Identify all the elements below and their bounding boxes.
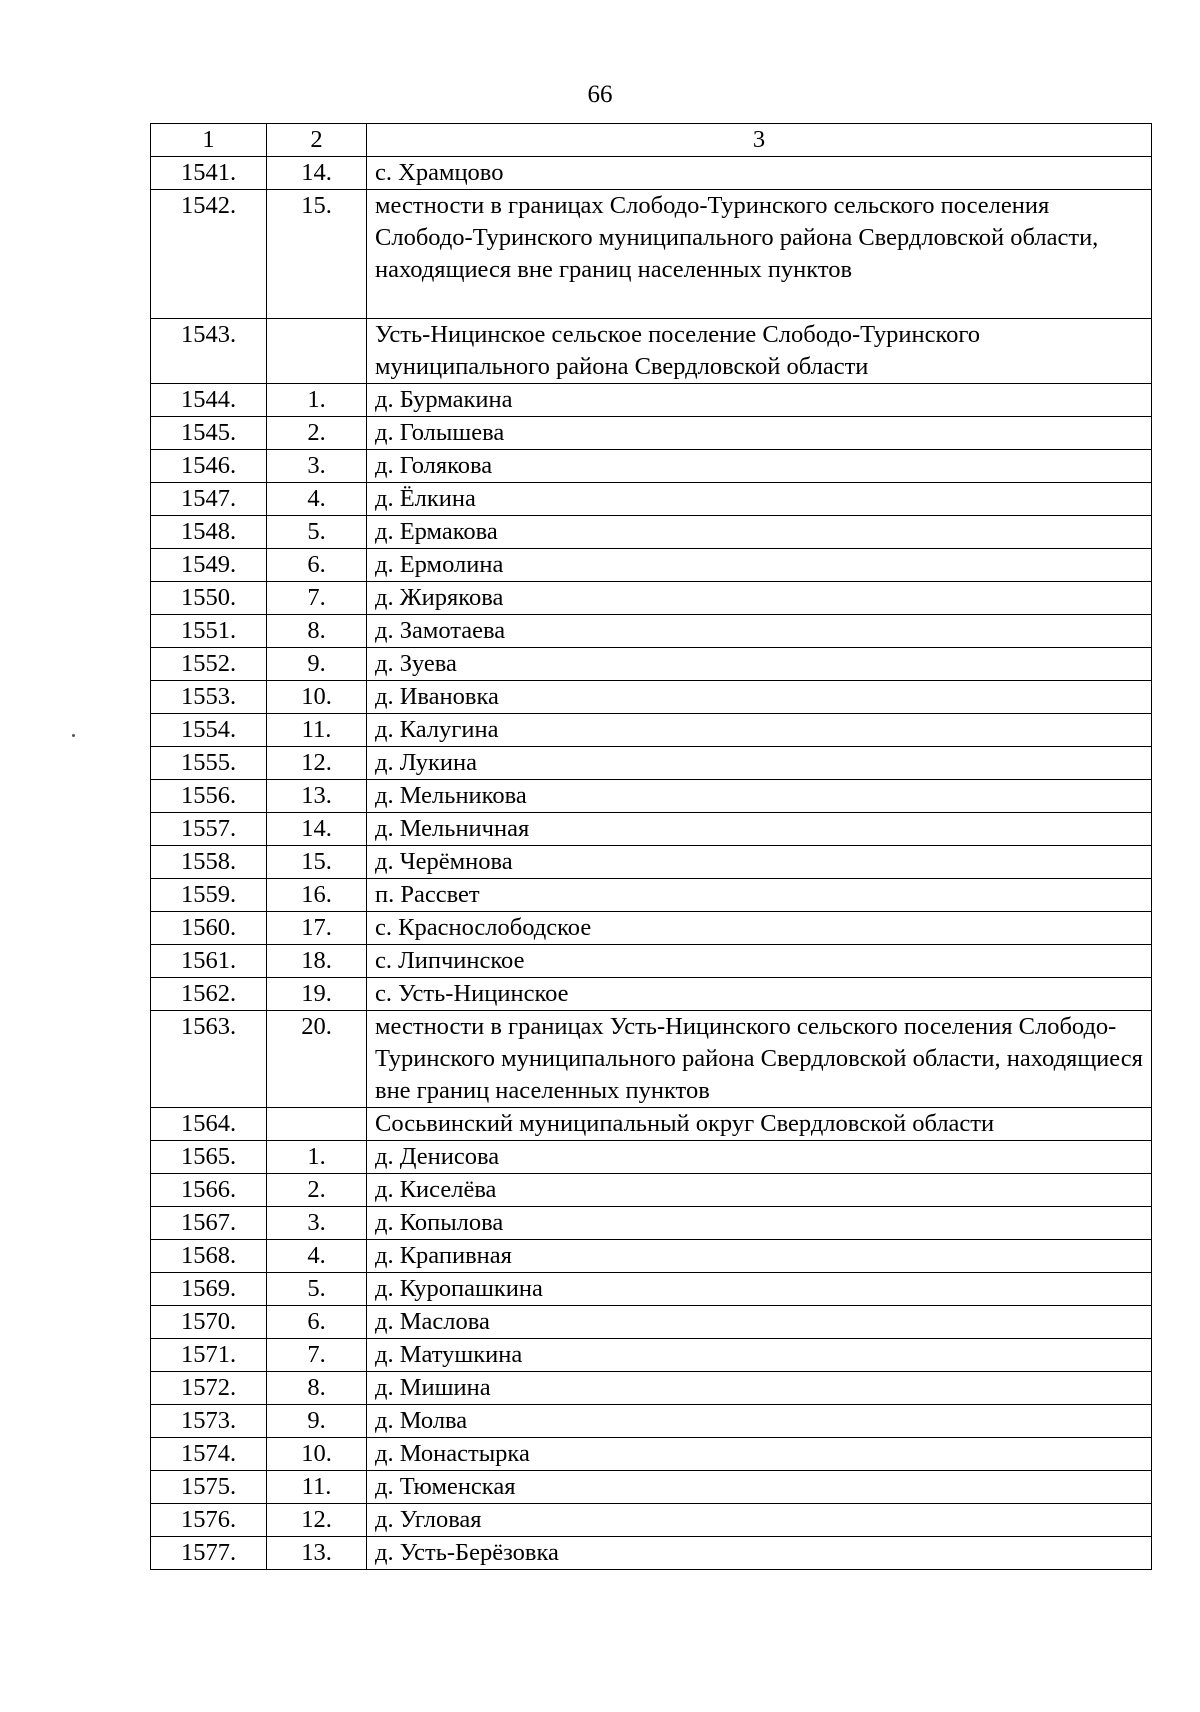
row-number: 1577. xyxy=(151,1537,267,1570)
table-row xyxy=(151,648,1152,681)
row-settlement-name: Усть-Ницинское сельское поселение Слободо-Туринского муниципального района Свердловской области xyxy=(367,319,1152,384)
row-sub-number: 12. xyxy=(267,747,367,780)
row-number: 1564. xyxy=(151,1108,267,1141)
row-sub-number: 16. xyxy=(267,879,367,912)
row-sub-number: 8. xyxy=(267,615,367,648)
row-sub-number: 5. xyxy=(267,1273,367,1306)
row-settlement-name: д. Мельникова xyxy=(367,780,1152,813)
row-number: 1547. xyxy=(151,483,267,516)
table-row xyxy=(151,879,1152,912)
table-row xyxy=(151,780,1152,813)
row-settlement-name: д. Ермакова xyxy=(367,516,1152,549)
row-settlement-name: д. Матушкина xyxy=(367,1339,1152,1372)
table-row xyxy=(151,714,1152,747)
row-sub-number: 8. xyxy=(267,1372,367,1405)
row-settlement-name: местности в границах Слободо-Туринского сельского поселения Слободо-Туринского муниципального района Свердловской области, находящиеся вне границ населенных пунктов xyxy=(367,190,1152,319)
row-settlement-name: д. Калугина xyxy=(367,714,1152,747)
row-sub-number: 3. xyxy=(267,450,367,483)
row-number: 1565. xyxy=(151,1141,267,1174)
row-sub-number: 15. xyxy=(267,190,367,319)
row-sub-number: 5. xyxy=(267,516,367,549)
table-row xyxy=(151,813,1152,846)
row-sub-number xyxy=(267,1108,367,1141)
header-col-1: 1 xyxy=(151,124,267,157)
row-settlement-name: д. Бурмакина xyxy=(367,384,1152,417)
table-row xyxy=(151,681,1152,714)
row-settlement-name: д. Ёлкина xyxy=(367,483,1152,516)
row-sub-number: 10. xyxy=(267,681,367,714)
table-header-row xyxy=(151,124,1152,157)
row-settlement-name: д. Тюменская xyxy=(367,1471,1152,1504)
table-row xyxy=(151,1372,1152,1405)
scan-speck xyxy=(72,734,75,737)
row-sub-number: 19. xyxy=(267,978,367,1011)
row-number: 1563. xyxy=(151,1011,267,1108)
row-sub-number: 12. xyxy=(267,1504,367,1537)
row-sub-number xyxy=(267,319,367,384)
row-sub-number: 17. xyxy=(267,912,367,945)
row-settlement-name: д. Голышева xyxy=(367,417,1152,450)
table-row xyxy=(151,1306,1152,1339)
row-sub-number: 4. xyxy=(267,1240,367,1273)
row-number: 1555. xyxy=(151,747,267,780)
row-number: 1553. xyxy=(151,681,267,714)
row-sub-number: 18. xyxy=(267,945,367,978)
table-row xyxy=(151,1011,1152,1108)
row-settlement-name: д. Молва xyxy=(367,1405,1152,1438)
row-settlement-name: д. Маслова xyxy=(367,1306,1152,1339)
row-number: 1560. xyxy=(151,912,267,945)
row-number: 1576. xyxy=(151,1504,267,1537)
table-row xyxy=(151,319,1152,384)
row-settlement-name: д. Киселёва xyxy=(367,1174,1152,1207)
table-row xyxy=(151,516,1152,549)
table-row xyxy=(151,483,1152,516)
row-sub-number: 4. xyxy=(267,483,367,516)
row-settlement-name: д. Куропашкина xyxy=(367,1273,1152,1306)
table-row xyxy=(151,157,1152,190)
row-number: 1562. xyxy=(151,978,267,1011)
row-number: 1551. xyxy=(151,615,267,648)
table-row xyxy=(151,978,1152,1011)
row-settlement-name: с. Липчинское xyxy=(367,945,1152,978)
table-row xyxy=(151,417,1152,450)
row-settlement-name: с. Усть-Ницинское xyxy=(367,978,1152,1011)
table-row xyxy=(151,615,1152,648)
row-settlement-name: д. Копылова xyxy=(367,1207,1152,1240)
row-sub-number: 1. xyxy=(267,384,367,417)
row-settlement-name: местности в границах Усть-Ницинского сельского поселения Слободо-Туринского муниципального района Свердловской области, находящиеся вне границ населенных пунктов xyxy=(367,1011,1152,1108)
row-number: 1568. xyxy=(151,1240,267,1273)
row-number: 1548. xyxy=(151,516,267,549)
table-row xyxy=(151,846,1152,879)
row-sub-number: 13. xyxy=(267,1537,367,1570)
table-row xyxy=(151,747,1152,780)
row-settlement-name: д. Усть-Берёзовка xyxy=(367,1537,1152,1570)
table-row xyxy=(151,1438,1152,1471)
row-sub-number: 11. xyxy=(267,1471,367,1504)
row-sub-number: 11. xyxy=(267,714,367,747)
header-col-2: 2 xyxy=(267,124,367,157)
page-number: 66 xyxy=(587,81,613,108)
row-number: 1557. xyxy=(151,813,267,846)
row-settlement-name: д. Монастырка xyxy=(367,1438,1152,1471)
row-number: 1549. xyxy=(151,549,267,582)
row-settlement-name: д. Замотаева xyxy=(367,615,1152,648)
table-row xyxy=(151,1504,1152,1537)
row-number: 1544. xyxy=(151,384,267,417)
row-settlement-name: с. Краснослободское xyxy=(367,912,1152,945)
row-number: 1571. xyxy=(151,1339,267,1372)
row-number: 1572. xyxy=(151,1372,267,1405)
table-row xyxy=(151,190,1152,319)
row-sub-number: 2. xyxy=(267,417,367,450)
settlements-table xyxy=(150,123,1152,1570)
row-number: 1552. xyxy=(151,648,267,681)
table-row xyxy=(151,1207,1152,1240)
row-settlement-name: п. Рассвет xyxy=(367,879,1152,912)
table-row xyxy=(151,1537,1152,1570)
row-settlement-name: с. Храмцово xyxy=(367,157,1152,190)
header-col-3: 3 xyxy=(367,124,1152,157)
row-settlement-name: д. Жирякова xyxy=(367,582,1152,615)
row-settlement-name: д. Ермолина xyxy=(367,549,1152,582)
row-number: 1541. xyxy=(151,157,267,190)
table-row xyxy=(151,384,1152,417)
row-sub-number: 14. xyxy=(267,813,367,846)
table-row xyxy=(151,1471,1152,1504)
row-sub-number: 9. xyxy=(267,648,367,681)
row-settlement-name: д. Лукина xyxy=(367,747,1152,780)
table-body xyxy=(151,157,1152,1570)
row-sub-number: 10. xyxy=(267,1438,367,1471)
row-settlement-name: Сосьвинский муниципальный округ Свердловской области xyxy=(367,1108,1152,1141)
row-sub-number: 13. xyxy=(267,780,367,813)
table-row xyxy=(151,1339,1152,1372)
row-number: 1543. xyxy=(151,319,267,384)
row-sub-number: 6. xyxy=(267,549,367,582)
row-number: 1575. xyxy=(151,1471,267,1504)
row-settlement-name: д. Мельничная xyxy=(367,813,1152,846)
row-settlement-name: д. Угловая xyxy=(367,1504,1152,1537)
row-number: 1561. xyxy=(151,945,267,978)
row-sub-number: 9. xyxy=(267,1405,367,1438)
row-sub-number: 2. xyxy=(267,1174,367,1207)
row-number: 1556. xyxy=(151,780,267,813)
row-settlement-name: д. Ивановка xyxy=(367,681,1152,714)
row-sub-number: 6. xyxy=(267,1306,367,1339)
table-row xyxy=(151,945,1152,978)
row-sub-number: 3. xyxy=(267,1207,367,1240)
row-number: 1570. xyxy=(151,1306,267,1339)
row-number: 1574. xyxy=(151,1438,267,1471)
row-number: 1566. xyxy=(151,1174,267,1207)
row-number: 1558. xyxy=(151,846,267,879)
row-sub-number: 15. xyxy=(267,846,367,879)
table-row xyxy=(151,1273,1152,1306)
row-settlement-name: д. Денисова xyxy=(367,1141,1152,1174)
row-number: 1545. xyxy=(151,417,267,450)
row-number: 1567. xyxy=(151,1207,267,1240)
table-row xyxy=(151,549,1152,582)
row-sub-number: 7. xyxy=(267,1339,367,1372)
table-row xyxy=(151,1141,1152,1174)
row-settlement-name: д. Голякова xyxy=(367,450,1152,483)
table-row xyxy=(151,912,1152,945)
row-number: 1542. xyxy=(151,190,267,319)
table-row xyxy=(151,1405,1152,1438)
row-number: 1554. xyxy=(151,714,267,747)
row-settlement-name: д. Черёмнова xyxy=(367,846,1152,879)
row-number: 1550. xyxy=(151,582,267,615)
row-number: 1569. xyxy=(151,1273,267,1306)
table-row xyxy=(151,582,1152,615)
table-row xyxy=(151,1108,1152,1141)
row-settlement-name: д. Крапивная xyxy=(367,1240,1152,1273)
row-sub-number: 7. xyxy=(267,582,367,615)
row-sub-number: 1. xyxy=(267,1141,367,1174)
row-number: 1559. xyxy=(151,879,267,912)
row-sub-number: 14. xyxy=(267,157,367,190)
table-row xyxy=(151,450,1152,483)
row-number: 1546. xyxy=(151,450,267,483)
row-settlement-name: д. Зуева xyxy=(367,648,1152,681)
table-row xyxy=(151,1240,1152,1273)
table-row xyxy=(151,1174,1152,1207)
row-settlement-name: д. Мишина xyxy=(367,1372,1152,1405)
row-sub-number: 20. xyxy=(267,1011,367,1108)
row-number: 1573. xyxy=(151,1405,267,1438)
